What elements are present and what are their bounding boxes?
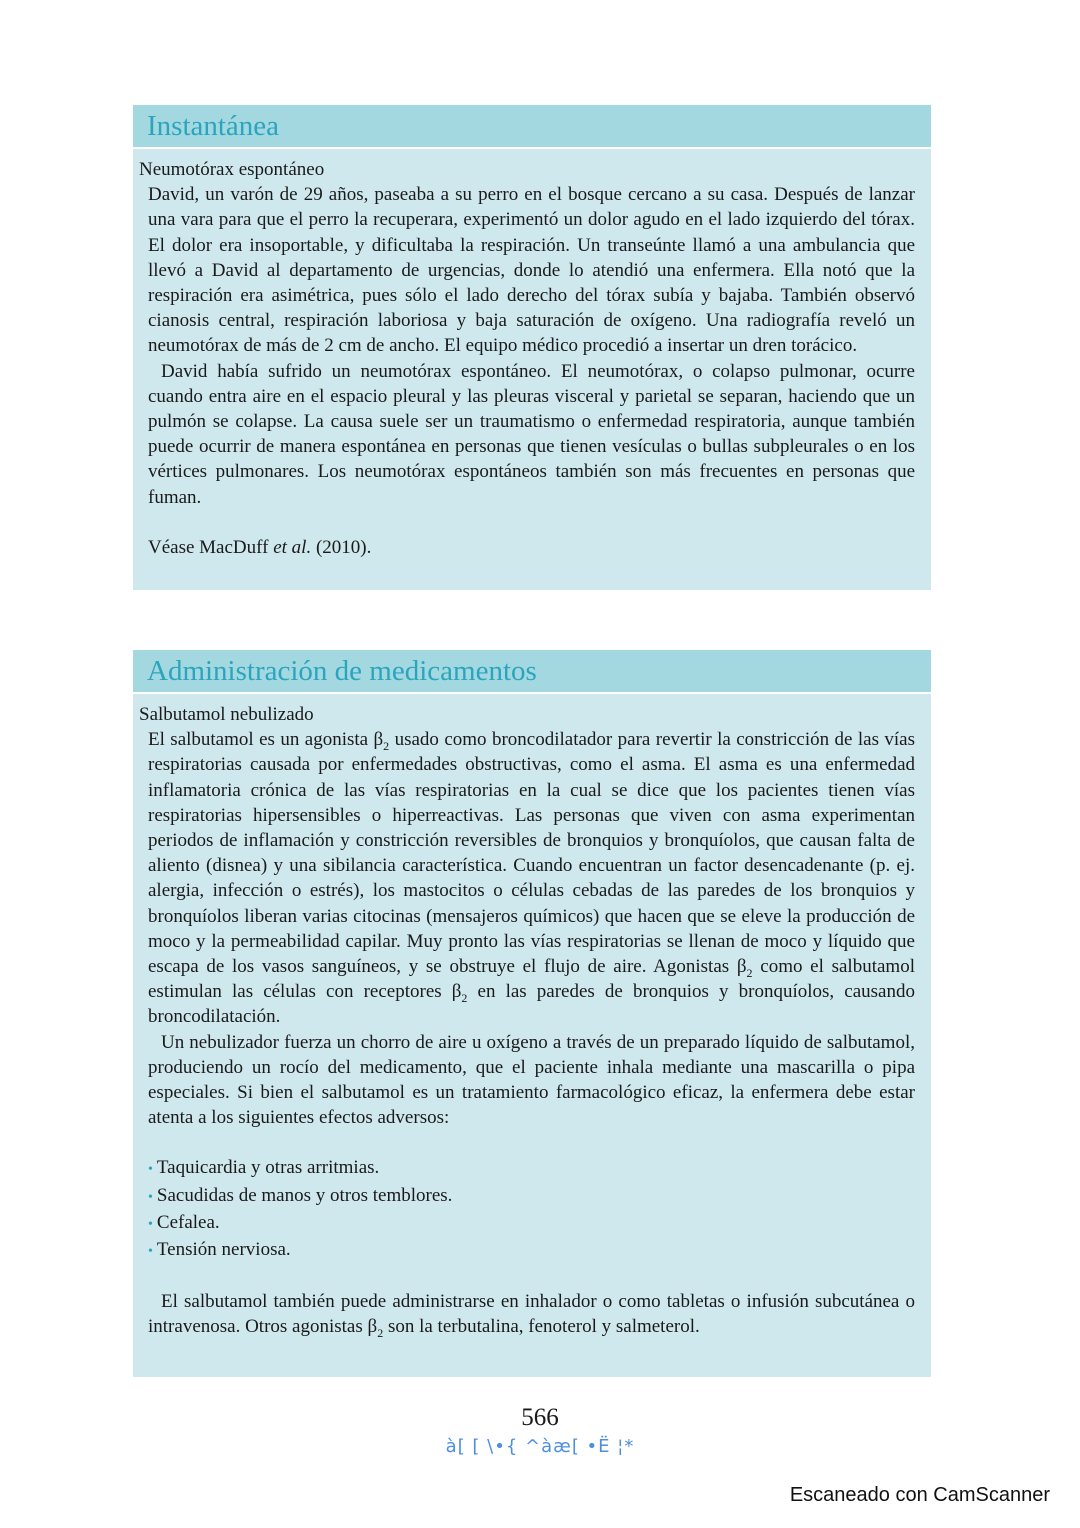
snapshot-box (133, 105, 931, 590)
list-item: • Sacudidas de manos y otros temblores. (148, 1184, 453, 1206)
bullet-icon: • (148, 1216, 153, 1232)
adverse-effects-list (148, 1155, 915, 1264)
page-number: 566 (521, 1404, 559, 1431)
medication-paragraph-3: El salbutamol también puede administrarse en inhalador o como tabletas o infusión subcutánea o intravenosa. Otros agonistas $\beta_2$ son la terbutalina, fenoterol y salmeterol. (148, 1291, 915, 1341)
bullet-icon: • (148, 1189, 153, 1205)
scanner-label: Escaneado con CamScanner (789, 1484, 1050, 1506)
list-item: • Tensión nerviosa. (148, 1239, 291, 1261)
bullet-icon: • (148, 1244, 153, 1260)
bullet-icon: • (148, 1162, 153, 1178)
list-item: • Taquicardia y otras arritmias. (148, 1157, 380, 1179)
snapshot-paragraph-2: David había sufrido un neumotórax espontáneo. El neumotórax, o colapso pulmonar, ocurre cuando entra aire en el espacio pleural y las pleuras visceral y parietal se separan, haciendo que un pulmón se colapse. La causa suele ser un traumatismo o enfermedad respiratoria, aunque también puede ocurrir de manera espontánea en personas que tienen vesículas o bullas subpleurales o en los vértices pulmonares. Los neumotórax espontáneos también son más frecuentes en personas que fuman. (148, 360, 915, 508)
medication-paragraph-2: Un nebulizador fuerza un chorro de aire u oxígeno a través de un preparado líquido de salbutamol, produciendo un rocío del medicamento, que el paciente inhala mediante una mascarilla o pipa especiales. Si bien el salbutamol es un tratamiento farmacológico eficaz, la enfermera debe estar atenta a los siguientes efectos adversos: (148, 1031, 915, 1129)
medication-paragraph-1: El salbutamol es un agonista $\beta_2$ usado como broncodilatador para revertir la constricción de las vías respiratorias causada por enfermedades obstructivas, como el asma. El asma es una enfermedad inflamatoria crónica de las vías respiratorias en la cual se dice que los pacientes tienen vías respiratorias hipersensibles o hiperreactivas. Las personas que viven con asma experimentan periodos de inflamación y constricción reversibles de bronquios y bronquíolos, que causan falta de aliento (disnea) y una sibilancia característica. Cuando encuentran un factor desencadenante (p. ej. alergia, infección o estrés), los mastocitos o células cebadas de las paredes de los bronquios y bronquíolos liberan varias citocinas (mensajeros químicos) que hacen que se eleve la producción de moco y la permeabilidad capilar. Muy pronto las vías respiratorias se llenan de moco y líquido que escapa de los vasos sanguíneos, y se obstruye el flujo de aire. Agonistas $\beta_2$ como el salbutamol estimulan las células con receptores $\beta_2$ en las paredes de bronquios y bronquíolos, causando broncodilatación. (148, 729, 915, 1028)
medication-subtitle: Salbutamol nebulizado (139, 704, 314, 725)
snapshot-subtitle: Neumotórax espontáneo (139, 159, 325, 180)
medication-box-body (133, 694, 931, 1340)
snapshot-box-title: Instantánea (133, 105, 931, 149)
watermark: à[ [ \•{ ^àæ[ •Ë ¦* (445, 1436, 635, 1457)
snapshot-reference: Véase MacDuff et al. (2010). (148, 536, 372, 558)
list-item: • Cefalea. (148, 1211, 220, 1233)
snapshot-paragraph-1: David, un varón de 29 años, paseaba a su perro en el bosque cercano a su casa. Después de lanzar una vara para que el perro la recuperara, experimentó un dolor agudo en el lado izquierdo del tórax. El dolor era insoportable, y dificultaba la respiración. Un transeúnte llamó a una ambulancia que llevó a David al departamento de urgencias, donde lo atendió una enfermera. Ella notó que la respiración era asimétrica, pues sólo el lado derecho del tórax subía y bajaba. También observó cianosis central, respiración laboriosa y baja saturación de oxígeno. Una radiografía reveló un neumotórax de más de 2 cm de ancho. El equipo médico procedió a insertar un dren torácico. (148, 184, 915, 357)
medication-box (133, 650, 931, 1377)
medication-box-title: Administración de medicamentos (133, 650, 931, 694)
snapshot-box-body (133, 149, 931, 560)
